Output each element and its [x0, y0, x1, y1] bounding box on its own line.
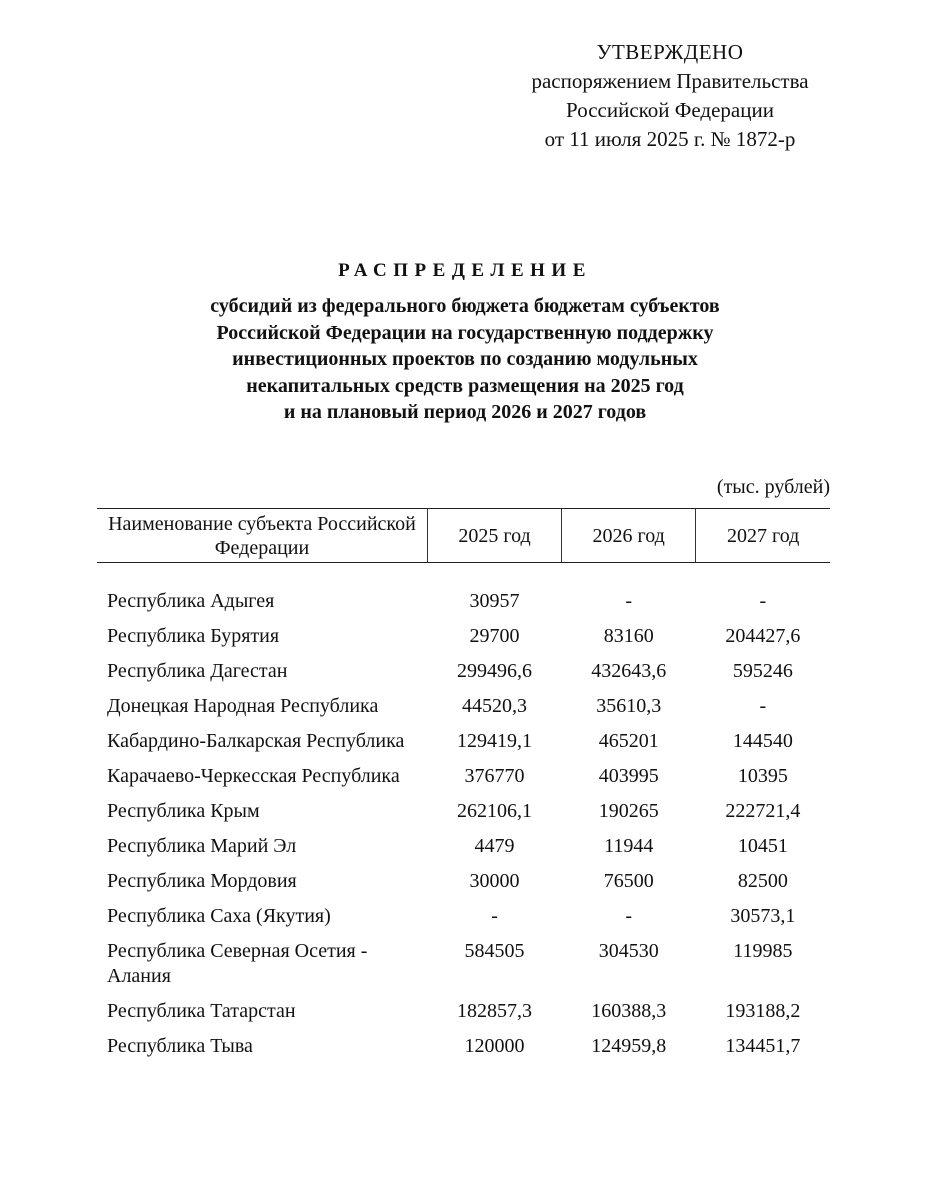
column-header-2026: 2026 год: [562, 509, 696, 563]
region-name: Кабардино-Балкарская Республика: [107, 730, 405, 752]
table-header: [97, 509, 830, 563]
approval-line-3: от 11 июля 2025 г. № 1872-р: [544, 127, 796, 151]
title-main: РАСПРЕДЕЛЕНИЕ: [338, 260, 592, 281]
value-2027: 119985: [733, 940, 793, 962]
table-row: [97, 794, 830, 829]
region-name: Республика Мордовия: [107, 870, 297, 892]
value-2025: 44520,3: [462, 695, 528, 717]
table-row: [97, 934, 830, 994]
value-2026: 465201: [598, 730, 659, 752]
value-2026: 190265: [598, 800, 659, 822]
units-label: (тыс. рублей): [716, 476, 830, 498]
value-2027: 82500: [737, 870, 788, 892]
value-2026: -: [625, 905, 633, 927]
value-2025: 4479: [474, 835, 515, 857]
value-2026: 124959,8: [591, 1035, 667, 1057]
value-2025: 29700: [469, 625, 520, 647]
value-2025: 30957: [469, 590, 520, 612]
value-2026: 35610,3: [596, 695, 662, 717]
value-2026: 76500: [603, 870, 654, 892]
title-subtitle: [100, 293, 830, 426]
value-2027: -: [759, 695, 767, 717]
table-header-row: [97, 509, 830, 563]
region-name: Республика Северная Осетия - Алания: [107, 940, 368, 987]
value-2026: 304530: [598, 940, 659, 962]
document-title: [100, 256, 830, 426]
region-name: Республика Татарстан: [107, 1000, 296, 1022]
value-2025: 182857,3: [457, 1000, 533, 1022]
region-name: Республика Бурятия: [107, 625, 280, 647]
column-header-2025: 2025 год: [427, 509, 561, 563]
region-name: Республика Саха (Якутия): [107, 905, 331, 927]
value-2025: 376770: [464, 765, 525, 787]
table-row: [97, 864, 830, 899]
title-subtitle-line: инвестиционных проектов по созданию модульных: [232, 348, 698, 370]
region-name: Карачаево-Черкесская Республика: [107, 765, 400, 787]
subsidy-table: [97, 508, 830, 1064]
column-header-2027: 2027 год: [696, 509, 830, 563]
value-2025: 30000: [469, 870, 520, 892]
value-2027: 193188,2: [725, 1000, 801, 1022]
region-name: Республика Тыва: [107, 1035, 253, 1057]
value-2027: 204427,6: [725, 625, 801, 647]
value-2026: 432643,6: [591, 660, 667, 682]
value-2027: 134451,7: [725, 1035, 801, 1057]
region-name: Республика Крым: [107, 800, 260, 822]
approval-line-2: Российской Федерации: [566, 98, 774, 122]
approval-stamp: [470, 38, 870, 154]
column-header-name: Наименование субъекта Российской Федерации: [97, 509, 427, 563]
title-subtitle-line: субсидий из федерального бюджета бюджетам субъектов: [210, 295, 720, 317]
value-2027: 30573,1: [730, 905, 796, 927]
table-row: [97, 584, 830, 619]
table-spacer: [97, 563, 830, 585]
value-2026: 160388,3: [591, 1000, 667, 1022]
region-name: Донецкая Народная Республика: [107, 695, 379, 717]
value-2027: 10451: [737, 835, 788, 857]
table-row: [97, 724, 830, 759]
region-name: Республика Марий Эл: [107, 835, 297, 857]
table-body: [97, 563, 830, 1065]
value-2026: -: [625, 590, 633, 612]
table-row: [97, 829, 830, 864]
value-2025: 120000: [464, 1035, 525, 1057]
value-2025: 584505: [464, 940, 525, 962]
table-row: [97, 899, 830, 934]
approval-line-1: распоряжением Правительства: [531, 69, 809, 93]
approved-label: УТВЕРЖДЕНО: [596, 40, 744, 64]
value-2026: 83160: [603, 625, 654, 647]
value-2025: 129419,1: [457, 730, 533, 752]
title-subtitle-line: и на плановый период 2026 и 2027 годов: [283, 401, 647, 423]
table-row: [97, 619, 830, 654]
value-2027: 144540: [732, 730, 793, 752]
region-name: Республика Дагестан: [107, 660, 288, 682]
value-2026: 11944: [604, 835, 654, 857]
value-2026: 403995: [598, 765, 659, 787]
title-subtitle-line: некапитальных средств размещения на 2025 год: [246, 374, 684, 397]
table-row: [97, 759, 830, 794]
table-row: [97, 689, 830, 724]
value-2025: -: [491, 905, 498, 927]
value-2027: 222721,4: [725, 800, 801, 822]
table-row: [97, 654, 830, 689]
table-row: [97, 994, 830, 1029]
region-name: Республика Адыгея: [107, 590, 275, 612]
table-row: [97, 1029, 830, 1064]
value-2025: 262106,1: [457, 800, 533, 822]
value-2027: -: [759, 590, 767, 612]
title-subtitle-line: Российской Федерации на государственную поддержку: [216, 321, 714, 344]
value-2027: 595246: [732, 660, 793, 682]
value-2027: 10395: [737, 765, 788, 787]
value-2025: 299496,6: [457, 660, 533, 682]
